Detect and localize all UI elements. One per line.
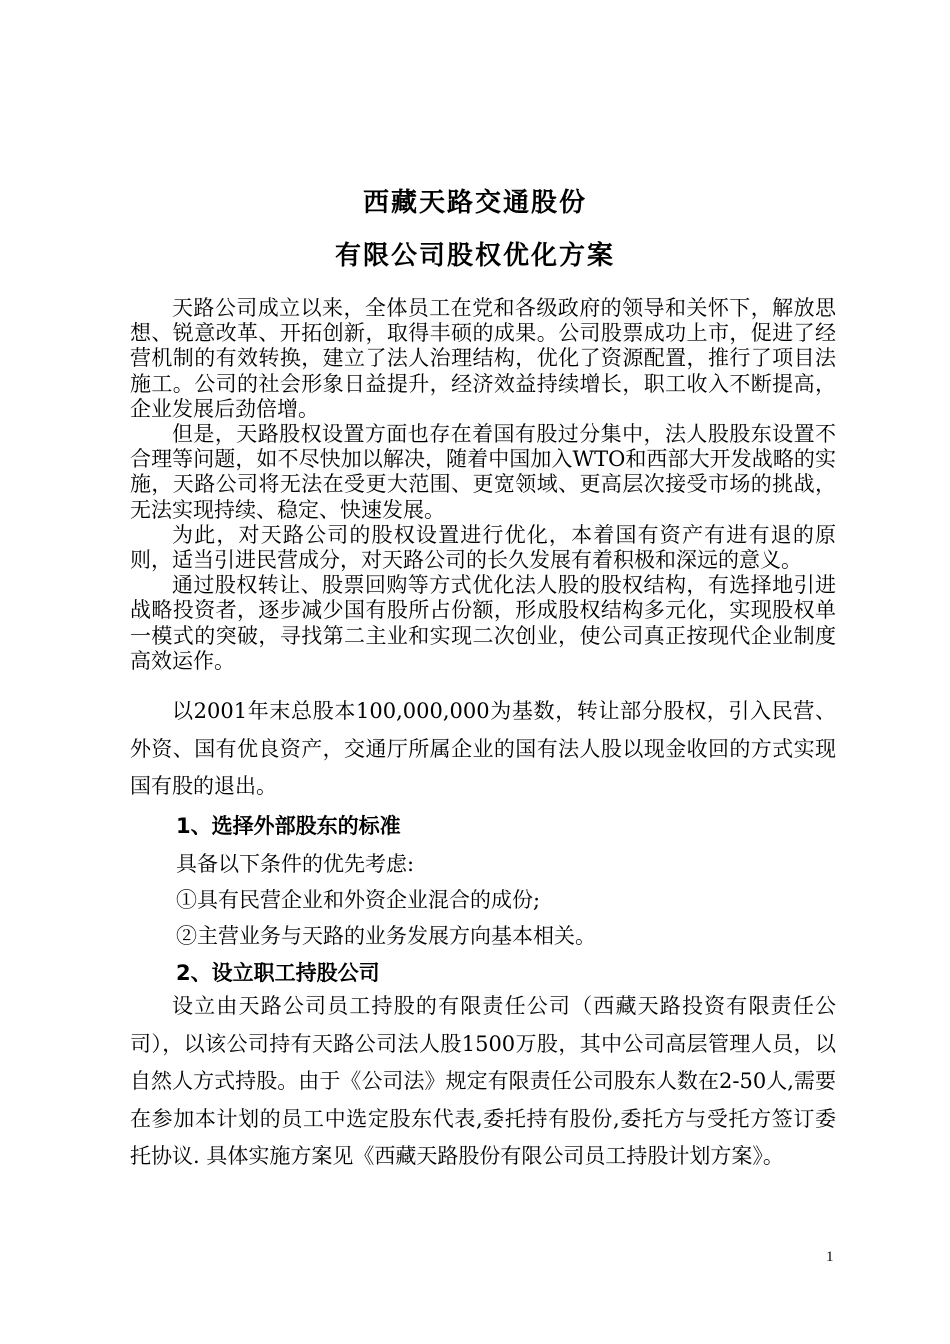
intro-block (130, 296, 836, 674)
section1-lead: 具备以下条件的优先考虑: (176, 852, 415, 876)
document-title-line2: 有限公司股权优化方案 (334, 241, 615, 271)
section2-body: 设立由天路公司员工持股的有限责任公司（西藏天路投资有限责任公司），以该公司持有天路公司法人股1500万股，其中公司高层管理人员，以自然人方式持股。由于《公司法》规定有限责任公司股东人数在2-50人,需要在参加本计划的员工中选定股东代表,委托持有股份,委托方与受托方签订委托协议. 具体实施方案见《西藏天路股份有限公司员工持股计划方案》。 (130, 994, 836, 1168)
page-number: 1 (826, 1249, 834, 1265)
section1-item-2: ②主营业务与天路的业务发展方向基本相关。 (176, 924, 596, 948)
section1-heading: 1、选择外部股东的标准 (176, 814, 401, 838)
section1-item-1: ①具有民营企业和外资企业混合的成份; (176, 888, 541, 912)
section2-heading: 2、设立职工持股公司 (176, 961, 380, 985)
base-paragraph: 以2001年末总股本100,000,000为基数，转让部分股权，引入民营、外资、国有优良资产，交通厅所属企业的国有法人股以现金收回的方式实现国有股的退出。 (130, 699, 836, 798)
intro-paragraph-1: 天路公司成立以来，全体员工在党和各级政府的领导和关怀下，解放思想、锐意改革、开拓创新，取得丰硕的成果。公司股票成功上市，促进了经营机制的有效转换，建立了法人治理结构，优化了资源配置，推行了项目法施工。公司的社会形象日益提升，经济效益持续增长，职工收入不断提高，企业发展后劲倍增。 (130, 296, 836, 421)
base-paragraph-block (130, 693, 836, 806)
intro-paragraph-3: 为此，对天路公司的股权设置进行优化，本着国有资产有进有退的原则，适当引进民营成分，对天路公司的长久发展有着积极和深远的意义。 (130, 522, 836, 573)
section2-body-block (130, 988, 836, 1176)
intro-paragraph-4: 通过股权转让、股票回购等方式优化法人股的股权结构，有选择地引进战略投资者，逐步减少国有股所占份额，形成股权结构多元化，实现股权单一模式的突破，寻找第二主业和实现二次创业，使公司真正按现代企业制度高效运作。 (130, 573, 836, 673)
document-title-line1: 西藏天路交通股份 (362, 188, 587, 218)
intro-paragraph-2: 但是，天路股权设置方面也存在着国有股过分集中，法人股股东设置不合理等问题，如不尽快加以解决，随着中国加入WTO和西部大开发战略的实施，天路公司将无法在受更大范围、更宽领域、更高层次接受市场的挑战，无法实现持续、稳定、快速发展。 (130, 422, 836, 522)
